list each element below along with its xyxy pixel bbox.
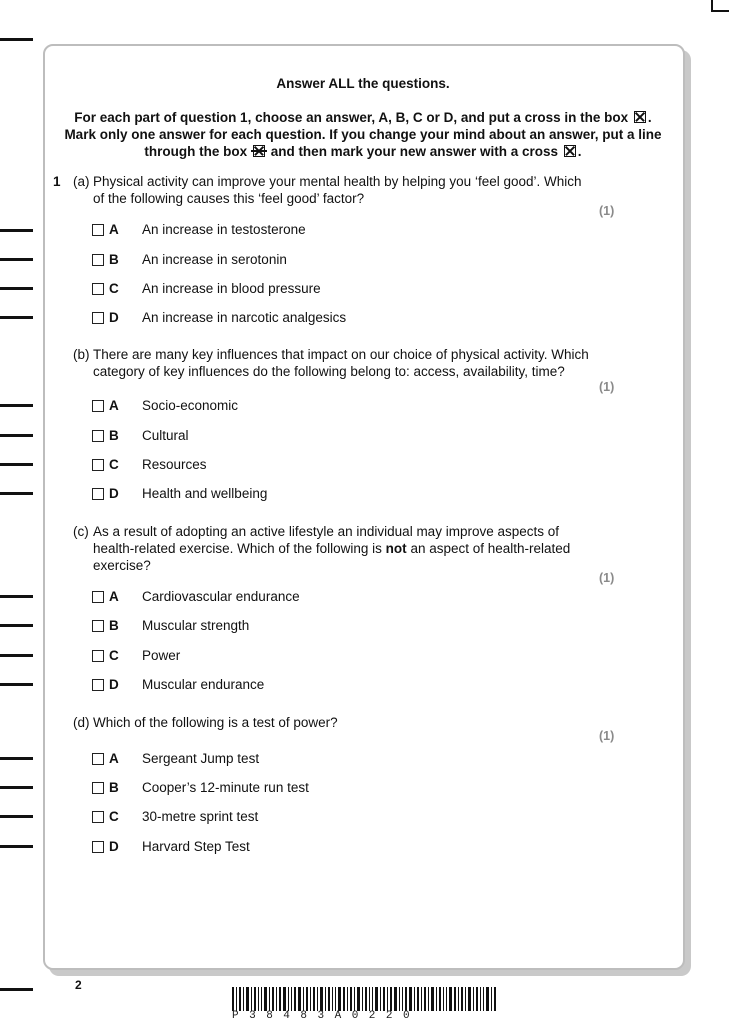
part-label-c: (c) <box>73 524 89 539</box>
answer-checkbox[interactable] <box>92 811 104 823</box>
barcode-number: P38483A0220 <box>232 1010 421 1022</box>
part-label-a: (a) <box>73 174 90 189</box>
barcode-icon <box>232 987 496 1011</box>
cross-box-icon <box>634 111 646 123</box>
instructions-line-3: through the box and then mark your new answer with a cross . <box>144 144 582 159</box>
option-letter: D <box>109 310 119 325</box>
marks-label: (1) <box>599 204 615 218</box>
margin-tick <box>0 463 33 466</box>
margin-tick <box>0 404 33 407</box>
question-text-c-line-1: As a result of adopting an active lifestyle an individual may improve aspects of <box>93 524 559 539</box>
option-letter: A <box>109 222 119 237</box>
option-letter: D <box>109 486 119 501</box>
question-text-d-line-1: Which of the following is a test of power? <box>93 715 338 730</box>
answer-checkbox[interactable] <box>92 591 104 603</box>
margin-tick <box>0 492 33 495</box>
option-text: Cultural <box>142 428 189 443</box>
option-letter: B <box>109 252 119 267</box>
option-text: Muscular endurance <box>142 677 265 692</box>
question-text-a-line-1: Physical activity can improve your mental health by helping you ‘feel good’. Which <box>93 174 582 189</box>
answer-checkbox[interactable] <box>92 620 104 632</box>
option-letter: C <box>109 809 119 824</box>
corner-mark <box>711 10 729 12</box>
margin-tick <box>0 654 33 657</box>
part-label-b: (b) <box>73 347 90 362</box>
answer-checkbox[interactable] <box>92 650 104 662</box>
answer-checkbox[interactable] <box>92 841 104 853</box>
margin-tick <box>0 287 33 290</box>
option-text: Socio-economic <box>142 398 239 413</box>
answer-checkbox[interactable] <box>92 782 104 794</box>
question-text-c-line-2: health-related exercise. Which of the following is not an aspect of health-related <box>93 541 571 556</box>
answer-checkbox[interactable] <box>92 254 104 266</box>
option-letter: B <box>109 780 119 795</box>
margin-tick <box>0 624 33 627</box>
cross-box-icon <box>564 145 576 157</box>
instructions-line-1: For each part of question 1, choose an answer, A, B, C or D, and put a cross in the box . <box>74 110 652 125</box>
option-text: Health and wellbeing <box>142 486 268 501</box>
margin-tick <box>0 229 33 232</box>
margin-tick <box>0 595 33 598</box>
option-text: An increase in narcotic analgesics <box>142 310 347 325</box>
question-number: 1 <box>53 174 61 189</box>
margin-tick <box>0 683 33 686</box>
margin-tick <box>0 988 33 991</box>
part-label-d: (d) <box>73 715 90 730</box>
margin-tick <box>0 434 33 437</box>
option-text: 30-metre sprint test <box>142 809 259 824</box>
margin-tick <box>0 316 33 319</box>
answer-checkbox[interactable] <box>92 459 104 471</box>
instructions-line-2: Mark only one answer for each question. If you change your mind about an answer, put a line <box>64 127 662 142</box>
answer-checkbox[interactable] <box>92 224 104 236</box>
answer-checkbox[interactable] <box>92 312 104 324</box>
margin-tick <box>0 38 33 41</box>
question-text-b-line-1: There are many key influences that impact on our choice of physical activity. Which <box>93 347 589 362</box>
option-text: An increase in serotonin <box>142 252 287 267</box>
option-text: An increase in blood pressure <box>142 281 321 296</box>
answer-checkbox[interactable] <box>92 488 104 500</box>
option-text: Harvard Step Test <box>142 839 250 854</box>
option-text: Resources <box>142 457 207 472</box>
option-text: Power <box>142 648 181 663</box>
marks-label: (1) <box>599 571 615 585</box>
option-letter: D <box>109 677 119 692</box>
answer-checkbox[interactable] <box>92 430 104 442</box>
option-letter: A <box>109 398 119 413</box>
option-text: Cardiovascular endurance <box>142 589 300 604</box>
option-letter: B <box>109 618 119 633</box>
question-text-a-line-2: of the following causes this ‘feel good’ factor? <box>93 191 365 206</box>
option-letter: A <box>109 751 119 766</box>
option-text: Sergeant Jump test <box>142 751 260 766</box>
margin-tick <box>0 845 33 848</box>
option-text: Cooper’s 12-minute run test <box>142 780 309 795</box>
answer-checkbox[interactable] <box>92 753 104 765</box>
lined-cross-box-icon <box>253 145 265 157</box>
margin-tick <box>0 786 33 789</box>
margin-tick <box>0 258 33 261</box>
option-letter: D <box>109 839 119 854</box>
answer-checkbox[interactable] <box>92 400 104 412</box>
option-text: Muscular strength <box>142 618 250 633</box>
answer-checkbox[interactable] <box>92 679 104 691</box>
page-title: Answer ALL the questions. <box>276 76 450 91</box>
option-letter: C <box>109 457 119 472</box>
answer-checkbox[interactable] <box>92 283 104 295</box>
option-letter: B <box>109 428 119 443</box>
option-text: An increase in testosterone <box>142 222 306 237</box>
page-number: 2 <box>75 978 82 992</box>
margin-tick <box>0 815 33 818</box>
margin-tick <box>0 757 33 760</box>
option-letter: C <box>109 648 119 663</box>
option-letter: C <box>109 281 119 296</box>
marks-label: (1) <box>599 380 615 394</box>
question-text-b-line-2: category of key influences do the following belong to: access, availability, time? <box>93 364 565 379</box>
marks-label: (1) <box>599 729 615 743</box>
option-letter: A <box>109 589 119 604</box>
question-text-c-line-3: exercise? <box>93 558 151 573</box>
